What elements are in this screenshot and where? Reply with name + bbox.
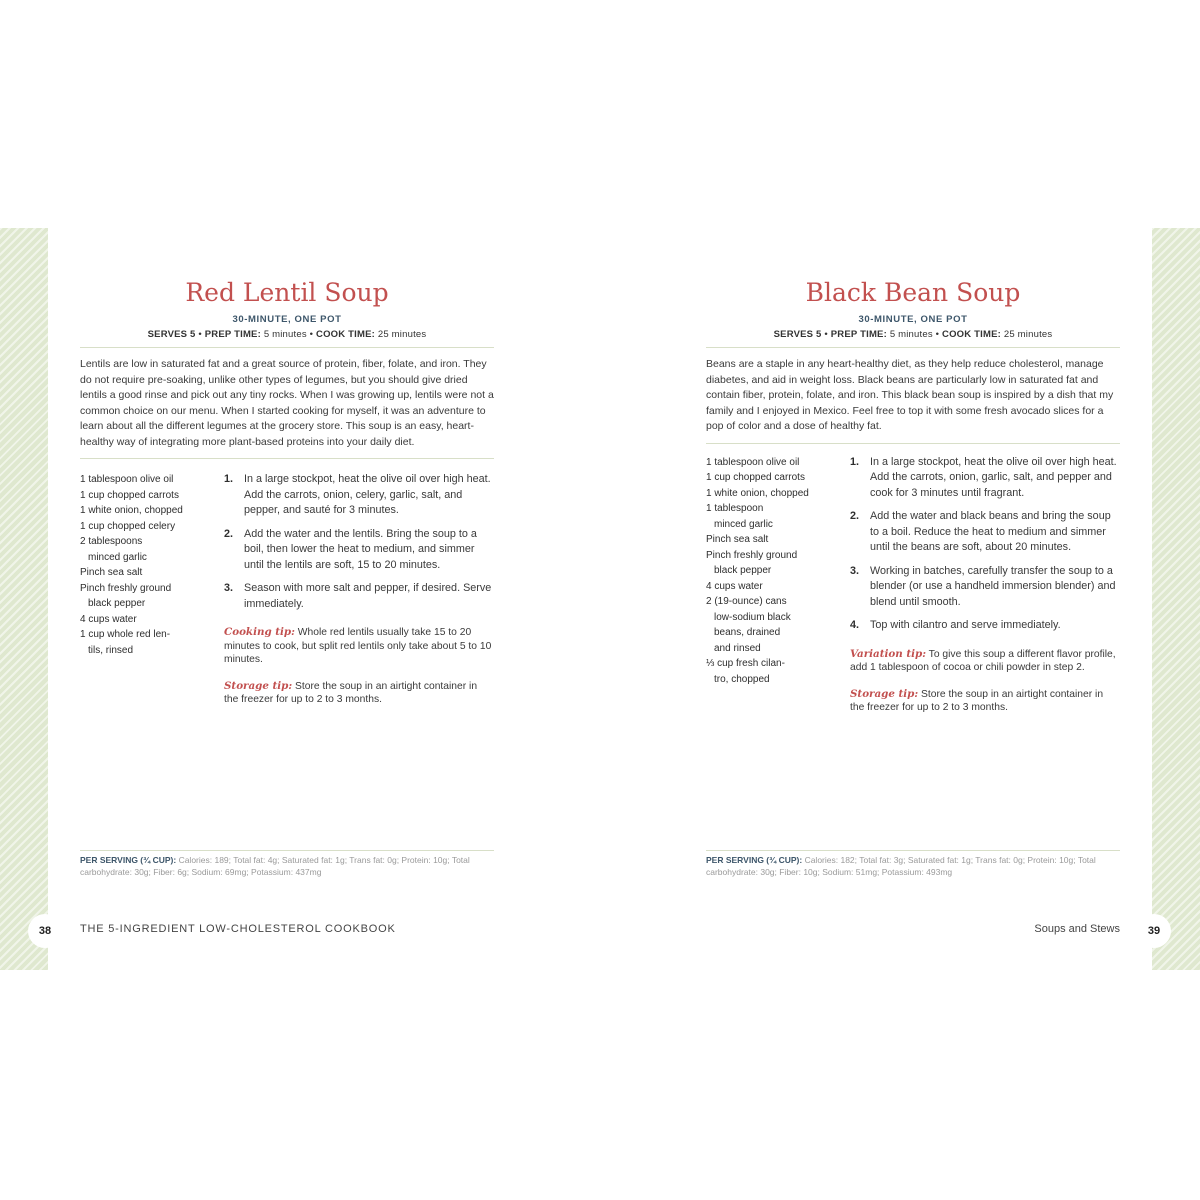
ingredient: ⅓ cup fresh cilan- tro, chopped (706, 658, 785, 685)
cook-value: 25 minutes (377, 329, 427, 340)
nutrition-label: PER SERVING (¾ CUP): (80, 855, 177, 865)
ingredient: 1 cup chopped carrots (706, 472, 805, 483)
recipe-intro: Beans are a staple in any heart-healthy diet, as they help reduce cholesterol, manage diabetes, and aid in weight loss. Black beans are particularly low in saturated fat and contain fiber, protein, folate, and iron. This black bean soup is inspired by a dish that my family and I enjoyed in Mexico. Feel free to top it with some fresh avocado slices for a pop of color and a dose of healthy fat. (706, 358, 1114, 432)
meta-separator: • (935, 329, 943, 340)
recipe-title: Black Bean Soup (805, 278, 1021, 307)
storage-tip: Storage tip: Store the soup in an airtight container in the freezer for up to 2 to 3 months. (224, 679, 478, 705)
page-number: 39 (1137, 914, 1171, 948)
left-footer (0, 918, 600, 944)
ingredient: 2 tablespoons minced garlic (80, 536, 147, 563)
instruction-step: 1. In a large stockpot, heat the olive oil over high heat. Add the carrots, onion, garlic, salt, and pepper and cook for 3 minutes until fragrant. (850, 455, 1117, 499)
variation-tip: Variation tip: To give this soup a different flavor profile, add 1 tablespoon of cocoa or chili powder in step 2. (850, 647, 1116, 673)
divider (80, 347, 494, 348)
nutrition-values: Calories: 189; Total fat: 4g; Saturated fat: 1g; Trans fat: 0g; Protein: 10g; Total carbohydrate: 30g; Fiber: 6g; Sodium: 69mg; Potassium: 437mg (80, 855, 470, 877)
recipe-tags: 30-MINUTE, ONE POT (232, 314, 342, 325)
ingredient: 1 cup chopped celery (80, 520, 176, 532)
meta-separator: • (824, 329, 831, 340)
prep-value: 5 minutes (889, 329, 933, 340)
ingredient: beans, drained (714, 627, 781, 638)
ingredient: Pinch sea salt (80, 567, 143, 578)
ingredient: and rinsed (714, 642, 761, 654)
left-page (80, 228, 494, 877)
book-spread (0, 228, 1200, 970)
nutrition-info (80, 850, 494, 878)
ingredient: Pinch freshly ground black pepper (706, 549, 798, 576)
divider (706, 443, 1120, 444)
ingredient: 1 cup chopped carrots (80, 489, 179, 501)
instruction-step: 4. Top with cilantro and serve immediately. (850, 619, 1061, 631)
ingredient: 1 tablespoon minced garlic (706, 503, 773, 530)
right-footer (600, 918, 1200, 944)
instruction-step: 1. In a large stockpot, heat the olive oil over high heat. Add the carrots, onion, celery, garlic, salt, and pepper, and sauté for 3 minutes. (224, 473, 491, 516)
nutrition-label: PER SERVING (¾ CUP): (706, 855, 803, 865)
ingredient: 1 tablespoon olive oil (80, 474, 174, 485)
divider (706, 347, 1120, 348)
section-title: Soups and Stews (1034, 923, 1120, 935)
prep-value: 5 minutes (263, 329, 307, 340)
recipe-meta (80, 329, 494, 340)
ingredient: Pinch freshly ground black pepper (80, 582, 172, 609)
cooking-tip: Cooking tip: Whole red lentils usually take 15 to 20 minutes to cook, but split red lentils only take about 5 to 10 minutes. (224, 626, 492, 665)
ingredient: Pinch sea salt (706, 534, 769, 545)
serves-label: SERVES 5 (773, 329, 822, 340)
recipe-tags: 30-MINUTE, ONE POT (858, 314, 968, 325)
prep-label: PREP TIME: (830, 329, 887, 340)
nutrition-info (706, 850, 1120, 878)
cook-value: 25 minutes (1003, 329, 1053, 340)
ingredient: 1 white onion, chopped (706, 487, 809, 499)
instruction-step: 3. Season with more salt and pepper, if desired. Serve immediately. (224, 582, 492, 610)
ingredient: 1 white onion, chopped (80, 505, 183, 516)
serves-label: SERVES 5 (147, 329, 196, 340)
divider (80, 458, 494, 459)
cook-label: COOK TIME: (942, 329, 1002, 340)
page-number: 38 (28, 914, 62, 948)
ingredient-list (706, 455, 836, 688)
ingredient: 1 tablespoon olive oil (706, 456, 800, 468)
recipe-title: Red Lentil Soup (185, 278, 389, 307)
nutrition-values: Calories: 182; Total fat: 3g; Saturated fat: 1g; Trans fat: 0g; Protein: 10g; Total carbohydrate: 30g; Fiber: 10g; Sodium: 51mg; Potassium: 493mg (706, 855, 1096, 877)
instruction-step: 3. Working in batches, carefully transfer the soup to a blender (or use a handheld immersion blender) and blend until smooth. (850, 564, 1116, 608)
ingredient: 2 (19-ounce) cans low-sodium black (706, 596, 791, 623)
divider (706, 850, 1120, 851)
right-page (706, 228, 1120, 877)
book-title: THE 5-INGREDIENT LOW-CHOLESTEROL COOKBOOK (80, 923, 396, 935)
instruction-step: 2. Add the water and black beans and bring the soup to a boil. Reduce the heat to medium and simmer until the beans are soft, about 20 minutes. (850, 510, 1111, 553)
right-page-edge-stripe (1152, 228, 1200, 970)
cook-label: COOK TIME: (316, 329, 376, 340)
divider (80, 850, 494, 851)
ingredient: 4 cups water (706, 580, 763, 592)
left-page-edge-stripe (0, 228, 48, 970)
storage-tip: Storage tip: Store the soup in an airtight container in the freezer for up to 2 to 3 months. (850, 687, 1104, 713)
instruction-step: 2. Add the water and the lentils. Bring the soup to a boil, then lower the heat to medium, and simmer until the lentils are soft, 15 to 20 minutes. (224, 527, 477, 571)
instruction-steps (224, 472, 494, 707)
ingredient-list (80, 472, 210, 658)
recipe-intro: Lentils are low in saturated fat and a great source of protein, fiber, folate, and iron. They do not require pre-soaking, unlike other types of legumes, but you should give dried lentils a good rinse and pick out any tiny rocks. When I was growing up, lentils were not a common choice on our menu. When I started cooking for myself, it was an adventure to learn about all the different legumes at the grocery store. This soup is an easy, heart-healthy way of integrating more plant-based proteins into your daily diet. (80, 358, 494, 448)
recipe-meta (706, 329, 1120, 340)
instruction-steps (850, 455, 1120, 715)
ingredient: 1 cup whole red len- tils, rinsed (80, 629, 171, 656)
ingredient: 4 cups water (80, 613, 137, 625)
prep-label: PREP TIME: (204, 329, 261, 340)
meta-separator: • (309, 329, 317, 340)
meta-separator: • (198, 329, 205, 340)
